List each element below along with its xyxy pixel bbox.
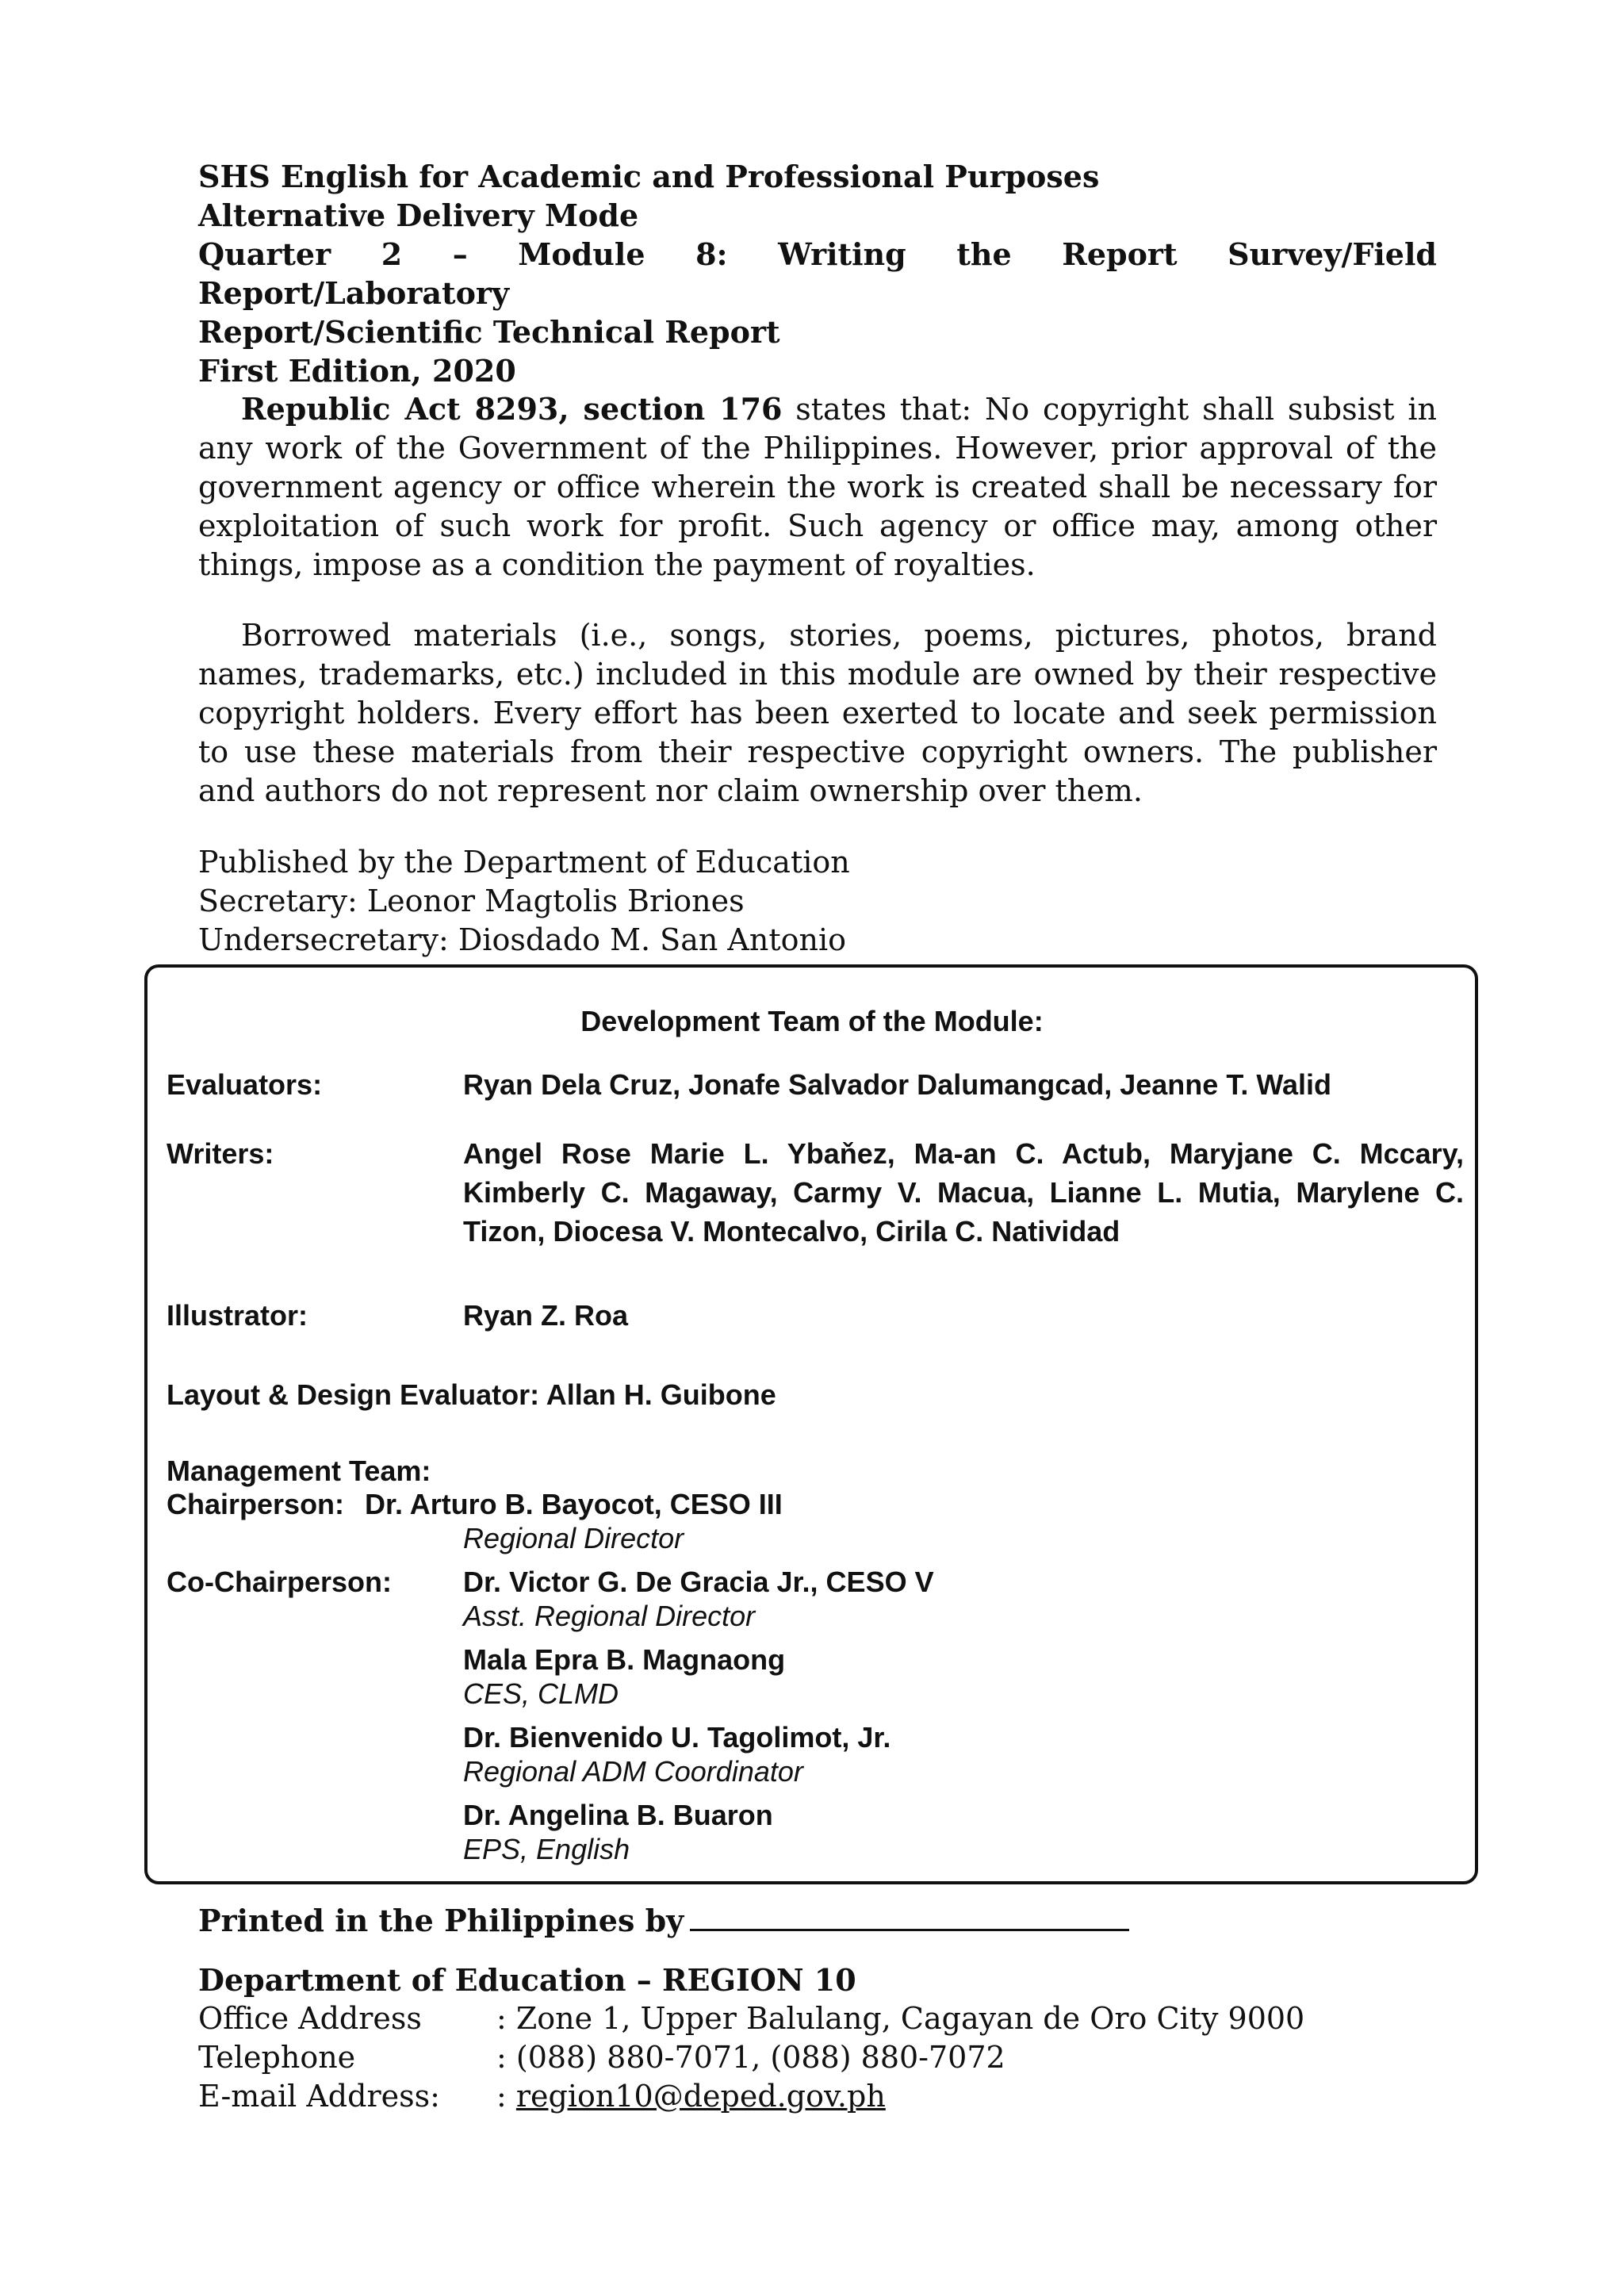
illustrator-label: Illustrator: (167, 1299, 308, 1332)
writers-value: Angel Rose Marie L. Ybaňez, Ma-an C. Actub, Maryjane C. Mccary, Kimberly C. Magaway, Carmy V. Macua, Lianne L. Mutia, Marylene C. Tizon, Diocesa V. Montecalvo, Cirila C. Natividad (463, 1137, 1464, 1248)
chairperson-title: Regional Director (463, 1522, 684, 1554)
email-link[interactable]: region10@deped.gov.ph (515, 2079, 886, 2114)
copyright-text: states that: No copyright shall subsist in any work of the Government of the Philippines. However, prior approval of the government agency or office wherein the work is created shall be necessary for exploitation of such work for profit. Such agency or office may, among other things, impose as a condition the payment of royalties. (198, 392, 1437, 582)
evaluators-value: Ryan Dela Cruz, Jonafe Salvador Dalumangcad, Jeanne T. Walid (463, 1068, 1331, 1101)
republic-act-reference: Republic Act 8293, section 176 (241, 391, 783, 427)
management-team-label: Management Team: (167, 1455, 431, 1487)
telephone-value: : (088) 880-7071, (088) 880-7072 (496, 2040, 1005, 2075)
secretary: Secretary: Leonor Magtolis Briones (198, 884, 745, 918)
printer-blank-line (690, 1900, 1129, 1931)
telephone-row (198, 2038, 1304, 2077)
course-title: SHS English for Academic and Professional Purposes (198, 159, 1100, 194)
module-header (198, 157, 1437, 390)
copyright-paragraph (198, 389, 1437, 585)
office-address-row (198, 1999, 1304, 2038)
borrowed-materials-text: Borrowed materials (i.e., songs, stories, poems, pictures, photos, brand names, trademarks, etc.) included in this module are owned by their respective copyright holders. Every effort has been exerted to locate and seek permission to use these materials from their respective copyright owners. The publisher and authors do not represent nor claim ownership over them. (198, 618, 1437, 808)
writers-label: Writers: (167, 1137, 274, 1170)
co-chairperson-name: Dr. Angelina B. Buaron (463, 1799, 773, 1831)
deped-region-title: Department of Education – REGION 10 (198, 1962, 856, 1998)
deped-contact (198, 1961, 1304, 2116)
email-label: E-mail Address: (198, 2079, 440, 2114)
email-row (198, 2077, 1304, 2116)
co-chairperson-title: Regional ADM Coordinator (463, 1755, 803, 1788)
evaluators-label: Evaluators: (167, 1068, 323, 1101)
printed-in-label: Printed in the Philippines by (198, 1903, 684, 1938)
email-prefix: : (496, 2079, 516, 2114)
telephone-label: Telephone (198, 2040, 356, 2075)
publisher-info (198, 843, 850, 960)
published-by: Published by the Department of Education (198, 845, 850, 880)
module-title-line2: Report/Scientific Technical Report (198, 314, 780, 350)
co-chairperson-title: EPS, English (463, 1833, 630, 1865)
dev-team-title: Development Team of the Module: (580, 1005, 1044, 1037)
co-chairperson-title: CES, CLMD (463, 1677, 619, 1710)
layout-design-evaluator: Layout & Design Evaluator: Allan H. Guibone (167, 1378, 776, 1411)
office-address-label: Office Address (198, 2001, 422, 2036)
co-chairperson-name: Dr. Bienvenido U. Tagolimot, Jr. (463, 1721, 891, 1754)
office-address-value: : Zone 1, Upper Balulang, Cagayan de Oro City 9000 (496, 2001, 1305, 2036)
edition: First Edition, 2020 (198, 353, 516, 389)
co-chairperson-name: Mala Epra B. Magnaong (463, 1643, 786, 1676)
chairperson-label: Chairperson: (167, 1488, 345, 1520)
undersecretary: Undersecretary: Diosdado M. San Antonio (198, 922, 846, 957)
co-chairperson-label: Co-Chairperson: (167, 1566, 393, 1598)
printed-in-line (198, 1900, 1129, 1940)
chairperson-name: Dr. Arturo B. Bayocot, CESO III (365, 1488, 783, 1520)
co-chairperson-name: Dr. Victor G. De Gracia Jr., CESO V (463, 1566, 934, 1598)
borrowed-materials-paragraph (198, 616, 1437, 811)
module-title-line1: Quarter 2 – Module 8: Writing the Report Survey/Field Report/Laboratory (198, 236, 1437, 311)
co-chairperson-title: Asst. Regional Director (463, 1600, 756, 1632)
illustrator-value: Ryan Z. Roa (463, 1299, 629, 1332)
delivery-mode: Alternative Delivery Mode (198, 197, 639, 233)
